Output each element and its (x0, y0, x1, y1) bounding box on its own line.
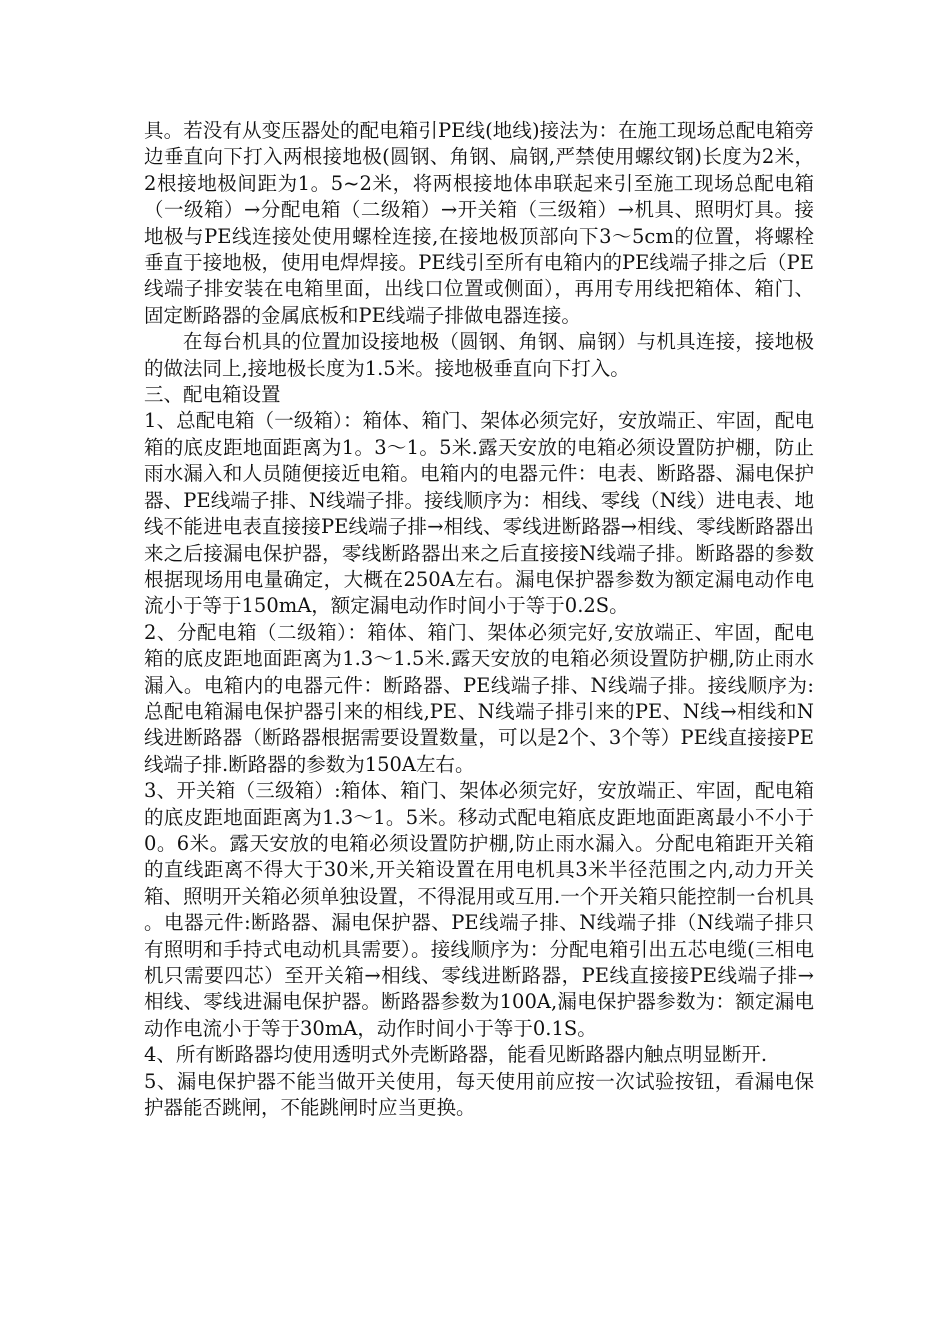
document-body (144, 118, 814, 1121)
section-heading-distribution-box: 三、配电箱设置 (144, 383, 281, 407)
paragraph-sub-distribution-box: 2、分配电箱（二级箱）：箱体、箱门、架体必须完好,安放端正、牢固，配电箱的底皮距地面距离为1.3～1.5米.露天安放的电箱必须设置防护棚,防止雨水漏入。电箱内的电器元件：断路器、PE线端子排、N线端子排。接线顺序为:总配电箱漏电保护器引来的相线,PE、N线端子排引来的PE、N线→相线和N线进断路器（断路器根据需要设置数量，可以是2个、3个等）PE线直接接PE线端子排.断路器的参数为150A左右。 (144, 620, 814, 776)
paragraph-machine-grounding: 在每台机具的位置加设接地极（圆钢、角钢、扁钢）与机具连接，接地极的做法同上,接地极长度为1.5米。接地极垂直向下打入。 (144, 330, 814, 380)
paragraph-transparent-breakers: 4、所有断路器均使用透明式外壳断路器，能看见断路器内触点明显断开. (144, 1043, 768, 1067)
paragraph-main-distribution-box: 1、总配电箱（一级箱）：箱体、箱门、架体必须完好，安放端正、牢固，配电箱的底皮距地面距离为1。3～1。5米.露天安放的电箱必须设置防护棚，防止雨水漏入和人员随便接近电箱。电箱内的电器元件：电表、断路器、漏电保护器、PE线端子排、N线端子排。接线顺序为：相线、零线（N线）进电表、地线不能进电表直接接PE线端子排→相线、零线进断路器→相线、零线断路器出来之后接漏电保护器，零线断路器出来之后直接接N线端子排。断路器的参数根据现场用电量确定，大概在250A左右。漏电保护器参数为额定漏电动作电流小于等于150mA，额定漏电动作时间小于等于0.2S。 (144, 409, 814, 618)
paragraph-leakage-protector: 5、漏电保护器不能当做开关使用，每天使用前应按一次试验按钮，看漏电保护器能否跳闸，不能跳闸时应当更换。 (144, 1069, 814, 1120)
paragraph-switch-box: 3、开关箱（三级箱）:箱体、箱门、架体必须完好，安放端正、牢固，配电箱的底皮距地面距离为1.3～1。5米。移动式配电箱底皮距地面距离最小不小于0。6米。露天安放的电箱必须设置防护棚,防止雨水漏入。分配电箱距开关箱的直线距离不得大于30米,开关箱设置在用电机具3米半径范围之内,动力开关箱、照明开关箱必须单独设置，不得混用或互用.一个开关箱只能控制一台机具。电器元件:断路器、漏电保护器、PE线端子排、N线端子排（N线端子排只有照明和手持式电动机具需要）。接线顺序为：分配电箱引出五芯电缆(三相电机只需要四芯）至开关箱→相线、零线进断路器，PE线直接接PE线端子排→相线、零线进漏电保护器。断路器参数为100A,漏电保护器参数为：额定漏电动作电流小于等于30mA，动作时间小于等于0.1S。 (144, 779, 814, 1040)
paragraph-grounding-continuation: 具。若没有从变压器处的配电箱引PE线(地线)接法为：在施工现场总配电箱旁边垂直向下打入两根接地极(圆钢、角钢、扁钢,严禁使用螺纹钢)长度为2米，2根接地极间距为1。5~2米，将两根接地体串联起来引至施工现场总配电箱（一级箱）→分配电箱（二级箱）→开关箱（三级箱）→机具、照明灯具。接地极与PE线连接处使用螺栓连接,在接地极顶部向下3～5cm的位置，将螺栓垂直于接地极，使用电焊焊接。PE线引至所有电箱内的PE线端子排之后（PE线端子排安装在电箱里面，出线口位置或侧面），再用专用线把箱体、箱门、固定断路器的金属底板和PE线端子排做电器连接。 (144, 119, 814, 327)
